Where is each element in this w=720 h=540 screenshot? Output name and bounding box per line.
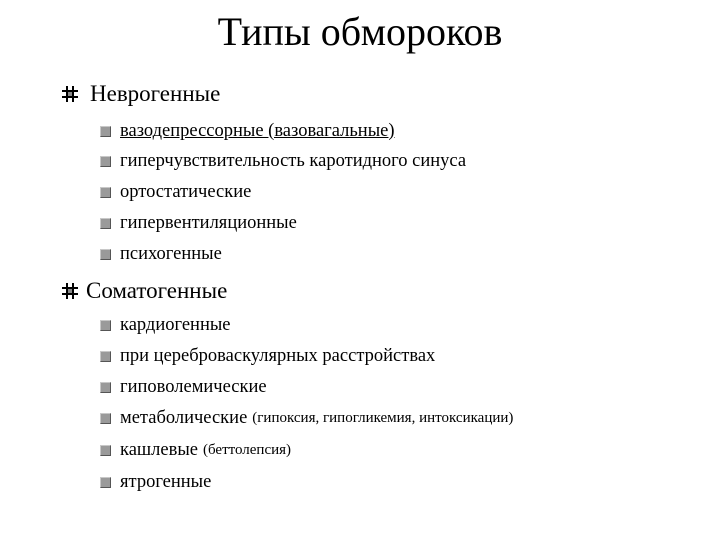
item-text: гипервентиляционные xyxy=(120,212,297,233)
item-text: кардиогенные xyxy=(120,314,231,335)
item-note: (гипоксия, гипогликемия, интоксикации) xyxy=(252,409,514,426)
square-bullet-icon xyxy=(100,320,111,331)
item-text: гиповолемические xyxy=(120,376,267,397)
item-text: гиперчувствительность каротидного синуса xyxy=(120,150,467,171)
item-text: психогенные xyxy=(120,243,222,264)
list-item-neurogenic xyxy=(62,80,220,108)
square-bullet-icon xyxy=(100,187,111,198)
item-note: (беттолепсия) xyxy=(202,441,292,458)
hyperlink-text[interactable]: вазодепрессорные (вазовагальные) xyxy=(120,120,395,141)
list-item xyxy=(100,180,251,204)
square-bullet-icon xyxy=(100,477,111,488)
square-bullet-icon xyxy=(100,156,111,167)
list-item xyxy=(100,375,267,399)
list-item xyxy=(100,211,297,235)
slide-title: Типы обмороков xyxy=(217,9,503,54)
square-bullet-icon xyxy=(100,351,111,362)
list-item xyxy=(100,242,222,266)
square-bullet-icon xyxy=(100,445,111,456)
list-item[interactable] xyxy=(100,119,395,143)
list-item xyxy=(100,406,513,430)
square-bullet-icon xyxy=(100,218,111,229)
item-text: кашлевые xyxy=(120,439,198,460)
hash-bullet-icon xyxy=(62,86,78,102)
hash-bullet-icon xyxy=(62,283,78,299)
square-bullet-icon xyxy=(100,382,111,393)
square-bullet-icon xyxy=(100,249,111,260)
list-item xyxy=(100,344,435,368)
list-item xyxy=(100,149,466,173)
list-item xyxy=(100,438,291,462)
item-text: ортостатические xyxy=(120,181,252,202)
list-item xyxy=(100,313,231,337)
square-bullet-icon xyxy=(100,413,111,424)
item-text: ятрогенные xyxy=(120,471,212,492)
group-label: Неврогенные xyxy=(90,81,221,106)
group-label: Соматогенные xyxy=(86,278,228,303)
item-text: при цереброваскулярных расстройствах xyxy=(120,345,436,366)
square-bullet-icon xyxy=(100,126,111,137)
list-item xyxy=(100,470,211,494)
list-item-somatogenic xyxy=(62,277,227,305)
item-text: метаболические xyxy=(120,407,248,428)
